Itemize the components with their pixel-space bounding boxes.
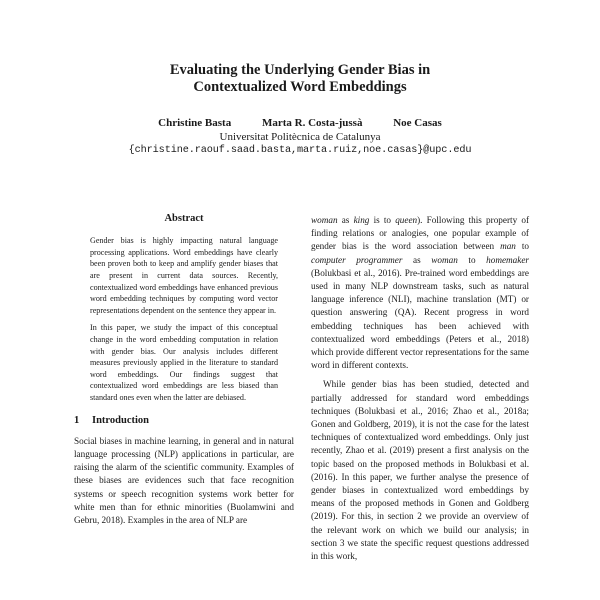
text-segment: is to	[369, 215, 396, 225]
text-segment: king	[353, 215, 370, 225]
section-title: Introduction	[92, 414, 149, 426]
affiliation: Universitat Politècnica de Catalunya	[219, 131, 381, 143]
title-line-1: Evaluating the Underlying Gender Bias in	[169, 62, 431, 78]
text-segment: (Bolukbasi et al., 2016). Pre-trained word embeddings are used in many NLP downstream tasks, such as natural language inference (NLI), machine translation (MT) or question answering (QA). Recent progress in word embedding techniques has been achieved with contextualized word embeddings (Peters et al., 2018) which provide different vector representations for the same word in different contexts.	[311, 267, 529, 371]
introduction-body	[74, 435, 294, 527]
author-1: Christine Basta	[158, 117, 232, 129]
author-names	[0, 116, 600, 130]
author-block	[0, 116, 600, 158]
abstract-paragraph-2: In this paper, we study the impact of this conceptual change in the word embedding computation in relation with gender bias. Our analysis includes different measures previously applied in the literature to standard word embeddings. Our findings suggest that contextualized word embeddings are less biased than standard ones even when the latter are debiased.	[90, 323, 278, 402]
text-segment: woman	[311, 215, 338, 225]
title-line-2: Contextualized Word Embeddings	[193, 79, 407, 95]
text-segment: woman	[431, 254, 458, 265]
abstract-heading: Abstract	[164, 213, 204, 224]
paper-title	[0, 62, 600, 96]
right-paragraph-2: While gender bias has been studied, detected and partially addressed for standard word embeddings techniques (Bolukbasi et al., 2016; Zhao et al., 2018a; Gonen and Goldberg, 2019), it is not the case for the latest techniques of contextualized word embeddings. Only just recently, Zhao et al. (2019) present a first analysis on the topic based on the proposed methods in Bolukbasi et al. (2016). In this paper, we further analyse the presence of gender biases in contextualized word embeddings by means of the proposed methods in Gonen and Goldberg (2019). For this, in section 2 we provide an overview of the relevant work on which we build our analysis; in section 3 we state the specific request questions addressed in this work,	[311, 379, 529, 562]
right-column	[311, 214, 529, 563]
text-segment: ). Following this property of finding relations or analogies, one popular example of gender bias is the word association between	[311, 215, 530, 252]
section-number: 1	[74, 414, 80, 426]
author-3: Noe Casas	[393, 117, 442, 129]
left-column	[74, 212, 294, 527]
text-segment: as	[337, 215, 354, 225]
right-paragraph-1	[311, 214, 529, 372]
section-heading-introduction	[74, 414, 294, 427]
text-segment: computer programmer	[311, 254, 403, 265]
author-2: Marta R. Costa-jussà	[261, 117, 363, 129]
text-segment: to	[515, 241, 529, 252]
introduction-paragraph-1: Social biases in machine learning, in general and in natural language processing (NLP) applications in particular, are raising the alarm of the scientific community. Examples of these biases are evidences such that face recognition systems or speech recognition systems work better for white men than for ethnic minorities (Buolamwini and Gebru, 2018). Examples in the area of NLP are	[74, 435, 294, 525]
text-segment: man	[500, 241, 516, 252]
abstract-body	[90, 235, 278, 403]
text-segment: homemaker	[486, 254, 529, 265]
abstract-paragraph-1: Gender bias is highly impacting natural language processing applications. Word embeddings have clearly been proven both to keep and amplify gender biases that are present in current data sources. Recently, contextualized word embeddings have enhanced previous word embedding techniques by computing word vector representations dependent on the sentence they appear in.	[90, 236, 278, 315]
text-segment: as	[402, 254, 432, 265]
text-segment: queen	[395, 215, 418, 225]
text-segment: to	[457, 254, 487, 265]
author-emails: {christine.raouf.saad.basta,marta.ruiz,noe.casas}@upc.edu	[128, 145, 472, 156]
